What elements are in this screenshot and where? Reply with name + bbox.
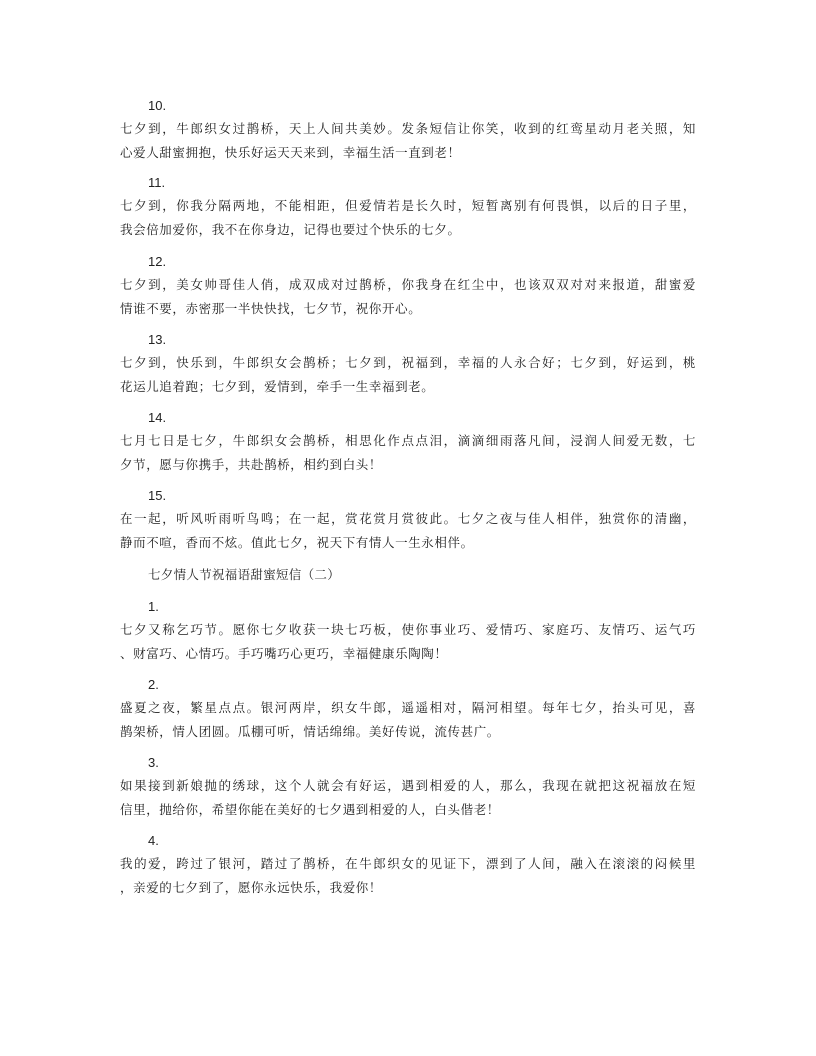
item-text-13 bbox=[120, 351, 696, 399]
text-line: 静而不喧，香而不炫。值此七夕，祝天下有情人一生永相伴。 bbox=[120, 535, 474, 550]
item-text-4 bbox=[120, 852, 696, 900]
text-line: 心爱人甜蜜拥抱，快乐好运天天来到，幸福生活一直到老！ bbox=[120, 145, 461, 160]
text-line: 我会倍加爱你，我不在你身边，记得也要过个快乐的七夕。 bbox=[120, 222, 461, 237]
item-text-2 bbox=[120, 696, 696, 744]
text-line: 七月七日是七夕，牛郎织女会鹊桥，相思化作点点泪，滴滴细雨落凡间，浸润人间爱无数，七 bbox=[120, 433, 696, 448]
item-number-3: 3. bbox=[148, 755, 159, 770]
item-text-15 bbox=[120, 507, 696, 555]
text-line: 信里，抛给你，希望你能在美好的七夕遇到相爱的人，白头偕老！ bbox=[120, 802, 500, 817]
text-line: 盛夏之夜，繁星点点。银河两岸，织女牛郎，遥遥相对，隔河相望。每年七夕，抬头可见，喜 bbox=[120, 700, 696, 715]
text-line: 我的爱，跨过了银河，踏过了鹊桥，在牛郎织女的见证下，漂到了人间，融入在滚滚的闷候里 bbox=[120, 856, 696, 871]
item-text-3 bbox=[120, 774, 696, 822]
text-line: 情谁不要，赤密那一半快快找，七夕节，祝你开心。 bbox=[120, 301, 422, 316]
text-line: 鹊架桥，情人团圆。瓜棚可听，情话绵绵。美好传说，流传甚广。 bbox=[120, 724, 500, 739]
item-number-13: 13. bbox=[148, 332, 167, 347]
text-line: 七夕到，牛郎织女过鹊桥，天上人间共美妙。发条短信让你笑，收到的红鸾星动月老关照，知 bbox=[120, 121, 696, 136]
item-number-10: 10. bbox=[148, 98, 167, 113]
item-number-15: 15. bbox=[148, 488, 167, 503]
item-number-4: 4. bbox=[148, 833, 159, 848]
item-number-1: 1. bbox=[148, 599, 159, 614]
text-line: 、财富巧、心情巧。手巧嘴巧心更巧，幸福健康乐陶陶！ bbox=[120, 646, 448, 661]
text-line: 七夕又称乞巧节。愿你七夕收获一块七巧板，使你事业巧、爱情巧、家庭巧、友情巧、运气巧 bbox=[120, 622, 696, 637]
text-line: 七夕到，美女帅哥佳人俏，成双成对过鹊桥，你我身在红尘中，也该双双对对来报道，甜蜜爱 bbox=[120, 277, 696, 292]
section-heading: 七夕情人节祝福语甜蜜短信（二） bbox=[148, 567, 341, 582]
text-line: 如果接到新娘抛的绣球，这个人就会有好运，遇到相爱的人，那么，我现在就把这祝福放在短 bbox=[120, 778, 696, 793]
item-text-12 bbox=[120, 273, 696, 321]
item-number-14: 14. bbox=[148, 410, 167, 425]
item-number-12: 12. bbox=[148, 254, 167, 269]
text-line: 七夕到，快乐到，牛郎织女会鹊桥；七夕到，祝福到，幸福的人永合好；七夕到，好运到，桃 bbox=[120, 355, 696, 370]
item-number-11: 11. bbox=[148, 175, 166, 190]
text-line: 花运儿追着跑；七夕到，爱情到，牵手一生幸福到老。 bbox=[120, 379, 435, 394]
text-line: ，亲爱的七夕到了，愿你永远快乐，我爱你！ bbox=[120, 880, 383, 895]
text-line: 在一起，听风听雨听鸟鸣；在一起，赏花赏月赏彼此。七夕之夜与佳人相伴，独赏你的清幽， bbox=[120, 511, 696, 526]
item-text-10 bbox=[120, 117, 696, 165]
item-number-2: 2. bbox=[148, 677, 159, 692]
text-line: 夕节，愿与你携手，共赴鹊桥，相约到白头！ bbox=[120, 457, 383, 472]
item-text-14 bbox=[120, 429, 696, 477]
text-line: 七夕到，你我分隔两地，不能相距，但爱情若是长久时，短暂离别有何畏惧，以后的日子里， bbox=[120, 198, 696, 213]
item-text-11 bbox=[120, 194, 696, 242]
item-text-1 bbox=[120, 618, 696, 666]
